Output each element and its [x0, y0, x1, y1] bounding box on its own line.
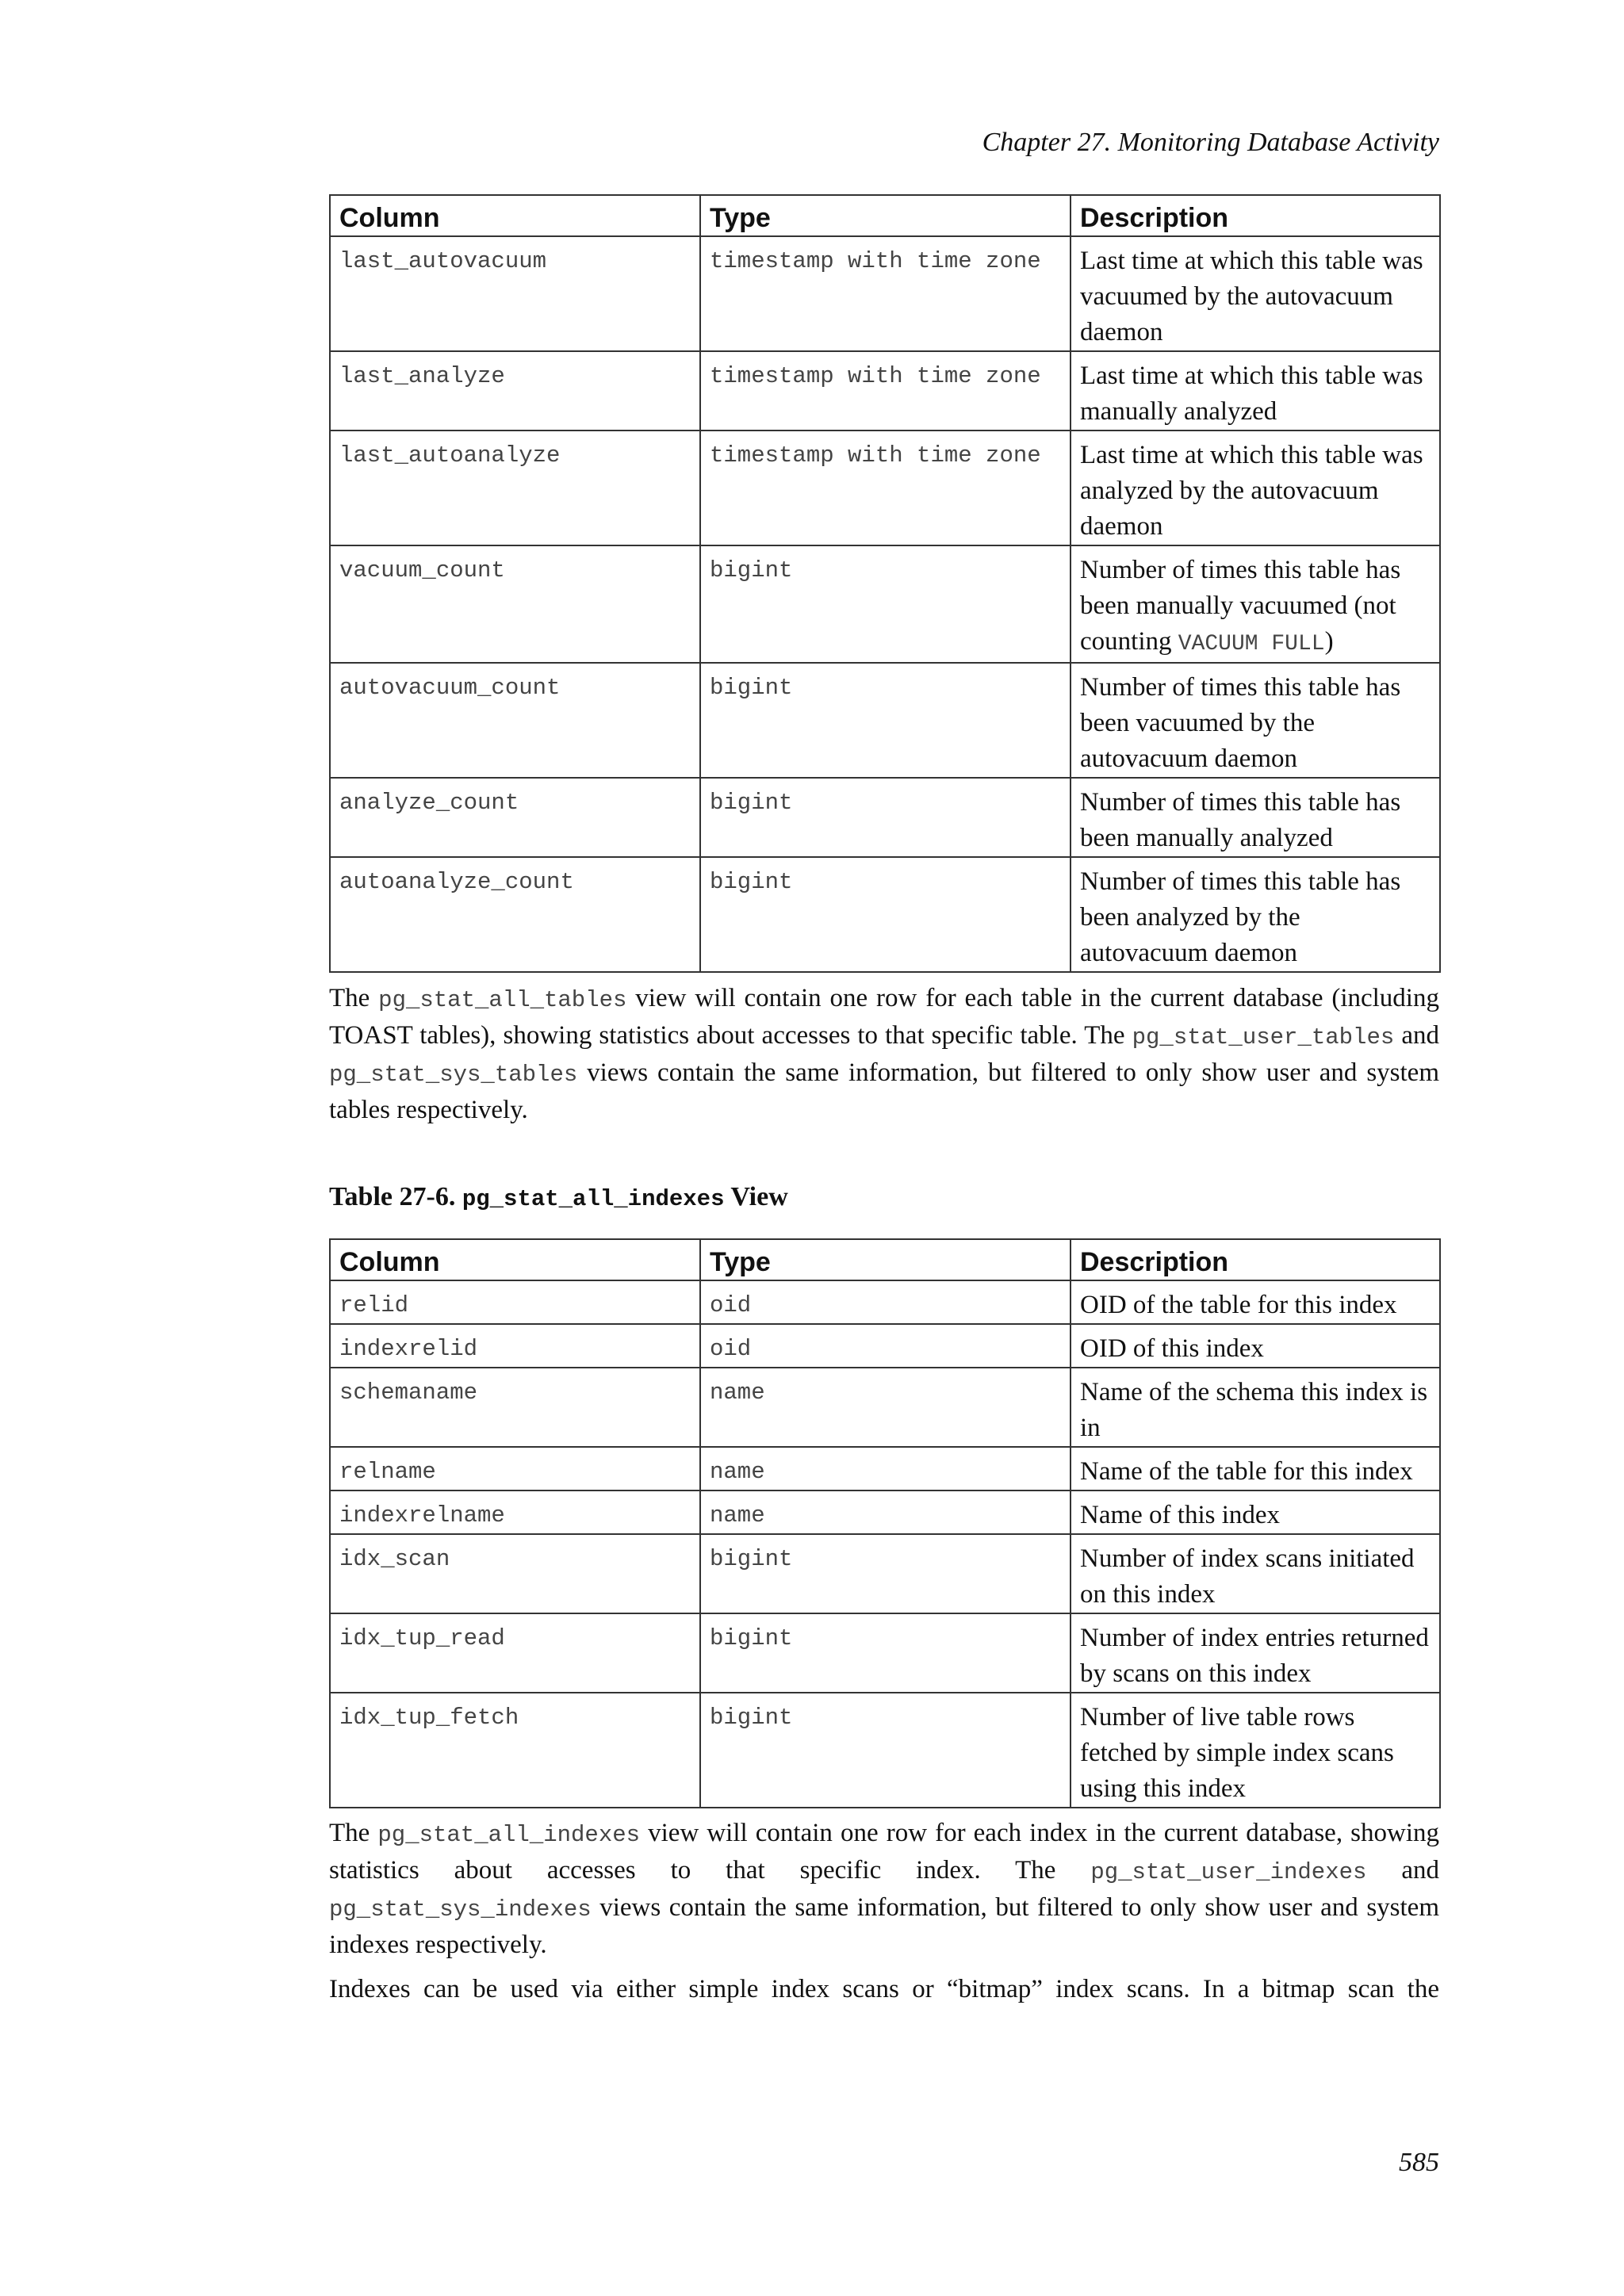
table-stat-all-indexes	[329, 1238, 1441, 1808]
column-header: Column	[330, 195, 700, 236]
column-name-cell: schemaname	[330, 1368, 700, 1447]
paragraph-bitmap-scans	[329, 1972, 1439, 2007]
column-name-cell: last_analyze	[330, 351, 700, 430]
column-name-cell: relid	[330, 1280, 700, 1324]
column-name-cell: last_autovacuum	[330, 236, 700, 351]
column-name-cell: idx_scan	[330, 1534, 700, 1613]
table-row	[330, 1280, 1440, 1324]
table-row	[330, 1490, 1440, 1534]
table-row	[330, 1447, 1440, 1490]
table-caption	[329, 1180, 788, 1217]
description-cell	[1071, 857, 1440, 972]
paragraph-text: The	[329, 1819, 378, 1847]
inline-code: pg_stat_all_tables	[378, 987, 627, 1013]
table-row	[330, 1693, 1440, 1808]
paragraph-text: view will contain one row for each index in the current database, showing statistics about accesses to that specific index. The	[329, 1819, 1439, 1885]
column-name-cell: idx_tup_fetch	[330, 1693, 700, 1808]
paragraph-text: views contain the same information, but filtered to only show user and system indexes respectively.	[329, 1893, 1439, 1959]
paragraph-indexes-view	[329, 1816, 1439, 1963]
description-cell	[1071, 430, 1440, 545]
column-name-cell: indexrelname	[330, 1490, 700, 1534]
paragraph-text: The	[329, 984, 379, 1012]
description-cell	[1071, 778, 1440, 857]
description-text: Number of times this table has been analyzed by the autovacuum daemon	[1080, 867, 1401, 967]
type-cell: name	[700, 1368, 1071, 1447]
caption-label: View	[724, 1182, 788, 1211]
table-row	[330, 236, 1440, 351]
description-cell: Number of index scans initiated on this index	[1071, 1534, 1440, 1613]
column-name-cell: vacuum_count	[330, 545, 700, 663]
column-name-cell: analyze_count	[330, 778, 700, 857]
table-stat-tables-continued	[329, 194, 1441, 973]
table-header-row	[330, 1239, 1440, 1280]
type-header: Type	[700, 195, 1071, 236]
inline-code: pg_stat_user_indexes	[1090, 1859, 1367, 1885]
inline-code: pg_stat_sys_tables	[329, 1062, 578, 1088]
type-cell: timestamp with time zone	[700, 351, 1071, 430]
type-cell: bigint	[700, 545, 1071, 663]
column-name-cell: relname	[330, 1447, 700, 1490]
type-cell: oid	[700, 1280, 1071, 1324]
column-header: Column	[330, 1239, 700, 1280]
table-row	[330, 1534, 1440, 1613]
column-name-cell: autoanalyze_count	[330, 857, 700, 972]
type-cell: name	[700, 1447, 1071, 1490]
table-row	[330, 430, 1440, 545]
description-cell: OID of the table for this index	[1071, 1280, 1440, 1324]
type-cell: bigint	[700, 778, 1071, 857]
description-cell: Number of index entries returned by scans on this index	[1071, 1613, 1440, 1693]
description-cell	[1071, 236, 1440, 351]
caption-code: pg_stat_all_indexes	[462, 1186, 725, 1212]
table-row	[330, 1613, 1440, 1693]
description-text: )	[1324, 627, 1334, 656]
description-cell	[1071, 545, 1440, 663]
running-header: Chapter 27. Monitoring Database Activity	[982, 128, 1439, 157]
table-row	[330, 351, 1440, 430]
table-row	[330, 778, 1440, 857]
table-row	[330, 663, 1440, 778]
paragraph-text: and	[1366, 1856, 1439, 1885]
description-cell: Name of the schema this index is in	[1071, 1368, 1440, 1447]
type-cell: bigint	[700, 1613, 1071, 1693]
column-name-cell: indexrelid	[330, 1324, 700, 1368]
description-text: Number of times this table has been vacuumed by the autovacuum daemon	[1080, 673, 1401, 773]
paragraph-text: views contain the same information, but filtered to only show user and system tables respectively.	[329, 1058, 1439, 1124]
type-cell: bigint	[700, 663, 1071, 778]
column-name-cell: last_autoanalyze	[330, 430, 700, 545]
inline-code: pg_stat_all_indexes	[377, 1822, 641, 1848]
description-text: Last time at which this table was vacuumed by the autovacuum daemon	[1080, 247, 1423, 346]
description-header: Description	[1071, 195, 1440, 236]
page-number: 585	[1399, 2148, 1439, 2177]
type-cell: bigint	[700, 857, 1071, 972]
description-cell: Name of this index	[1071, 1490, 1440, 1534]
description-header: Description	[1071, 1239, 1440, 1280]
type-header: Type	[700, 1239, 1071, 1280]
paragraph-text: view will contain one row for each table in the current database (including TOAST tables), showing statistics about accesses to that specific table. The	[329, 984, 1439, 1050]
type-cell: bigint	[700, 1534, 1071, 1613]
type-cell: timestamp with time zone	[700, 430, 1071, 545]
type-cell: timestamp with time zone	[700, 236, 1071, 351]
description-text: Last time at which this table was manually analyzed	[1080, 362, 1423, 426]
description-text: Number of times this table has been manually vacuumed (not counting	[1080, 556, 1401, 656]
inline-code: pg_stat_sys_indexes	[329, 1896, 592, 1923]
type-cell: oid	[700, 1324, 1071, 1368]
table-row	[330, 1368, 1440, 1447]
column-name-cell: idx_tup_read	[330, 1613, 700, 1693]
description-text: Last time at which this table was analyzed by the autovacuum daemon	[1080, 441, 1423, 541]
table-row	[330, 857, 1440, 972]
column-name-cell: autovacuum_count	[330, 663, 700, 778]
paragraph-text: Indexes can be used via either simple index scans or “bitmap” index scans. In a bitmap scan the	[329, 1975, 1439, 2003]
table-row	[330, 545, 1440, 663]
type-cell: bigint	[700, 1693, 1071, 1808]
description-cell: Number of live table rows fetched by simple index scans using this index	[1071, 1693, 1440, 1808]
type-cell: name	[700, 1490, 1071, 1534]
table-header-row	[330, 195, 1440, 236]
paragraph-text: and	[1394, 1021, 1439, 1050]
inline-code: VACUUM FULL	[1178, 632, 1325, 656]
description-cell: Name of the table for this index	[1071, 1447, 1440, 1490]
table-row	[330, 1324, 1440, 1368]
description-cell	[1071, 351, 1440, 430]
description-cell	[1071, 663, 1440, 778]
description-text: Number of times this table has been manually analyzed	[1080, 788, 1401, 852]
caption-label: Table 27-6.	[329, 1182, 462, 1211]
inline-code: pg_stat_user_tables	[1132, 1024, 1395, 1050]
description-cell: OID of this index	[1071, 1324, 1440, 1368]
paragraph-tables-view	[329, 981, 1439, 1128]
